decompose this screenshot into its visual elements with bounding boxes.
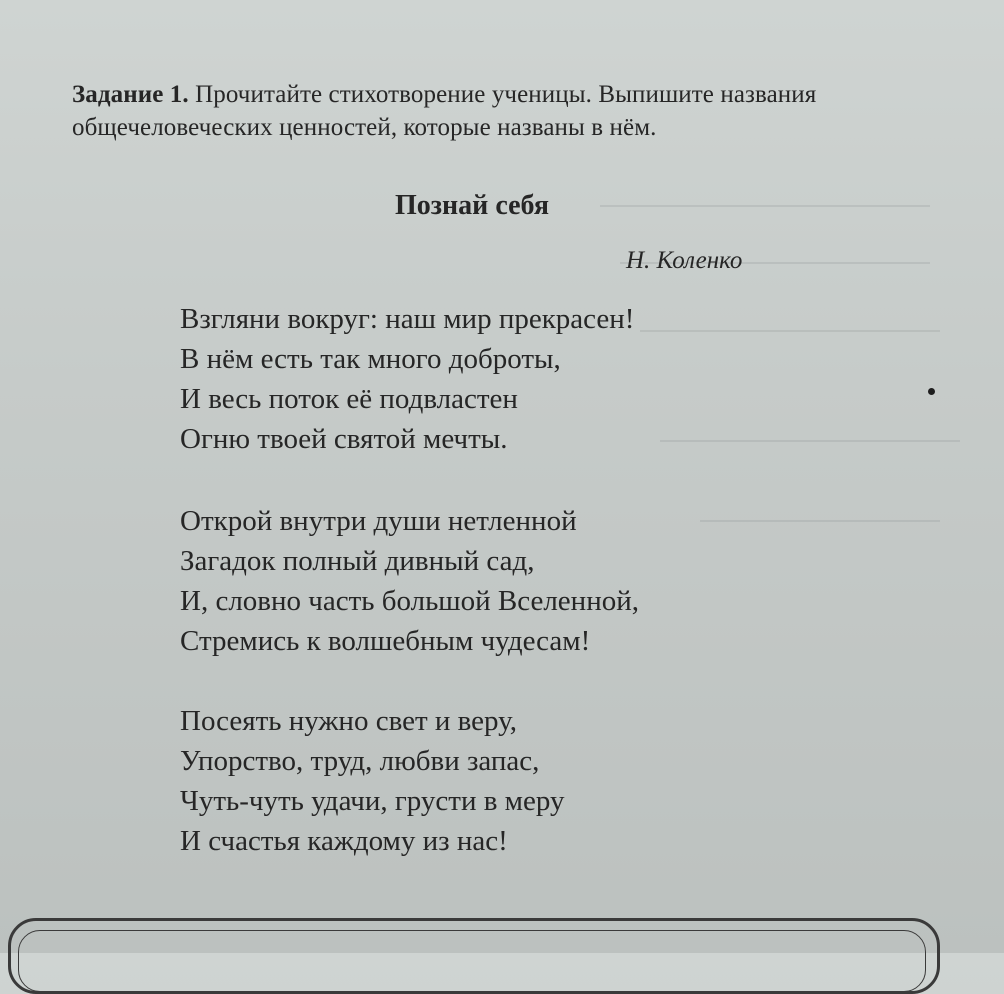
poem-line: Открой внутри души нетленной — [180, 505, 577, 537]
poem-line: Загадок полный дивный сад, — [180, 545, 535, 577]
task-label: Задание 1. — [72, 81, 189, 108]
poem-author: Н. Коленко — [626, 247, 743, 274]
answer-frame-inner — [18, 930, 926, 992]
poem-stanza — [180, 299, 880, 459]
poem-line: И, словно часть большой Вселенной, — [180, 585, 639, 617]
task-text: Прочитайте стихотворение ученицы. Выпишите названия общечеловеческих ценностей, которые названы в нём. — [72, 81, 817, 141]
poem-stanza — [180, 501, 880, 661]
poem-line: И счастья каждому из нас! — [180, 825, 508, 857]
poem-title: Познай себя — [395, 190, 549, 221]
task-instruction — [72, 78, 952, 144]
poem-stanza — [180, 701, 880, 861]
poem-line: Посеять нужно свет и веру, — [180, 705, 518, 737]
poem-line: В нём есть так много доброты, — [180, 343, 561, 375]
poem-line: Чуть-чуть удачи, грусти в меру — [180, 785, 565, 817]
poem-line: Огню твоей святой мечты. — [180, 423, 508, 455]
poem-line: Стремись к волшебным чудесам! — [180, 625, 591, 657]
poem-line: Упорство, труд, любви запас, — [180, 745, 540, 777]
poem-line: И весь поток её подвластен — [180, 383, 518, 415]
ink-dot — [928, 388, 935, 395]
poem-line: Взгляни вокруг: наш мир прекрасен! — [180, 303, 635, 335]
